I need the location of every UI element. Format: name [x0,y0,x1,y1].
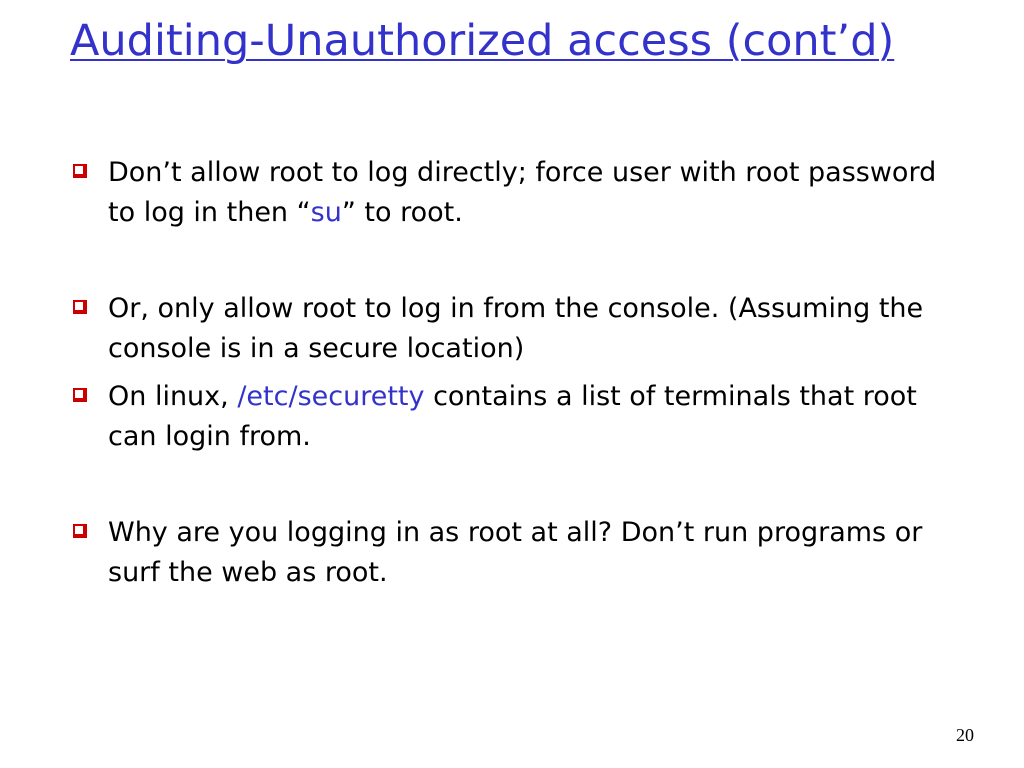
bullet-item [70,377,950,457]
red-box-bullet-icon [73,300,87,314]
slide-title: Auditing-Unauthorized access (cont’d) [70,16,895,66]
red-box-bullet-icon [73,164,87,178]
bullet-item [70,153,950,233]
bullet-text: Why are you logging in as root at all? Don’t run programs or surf the web as root. [108,517,923,588]
highlight-path: /etc/securetty [237,381,425,412]
bullet-list [70,153,950,593]
red-box-bullet-icon [73,524,87,538]
red-box-bullet-icon [73,388,87,402]
page-number: 20 [956,725,974,745]
bullet-text: Or, only allow root to log in from the console. (Assuming the console is in a secure location) [108,293,924,364]
bullet-text-part: On linux, [108,381,238,412]
bullet-item [70,289,950,369]
bullet-text-part: contains a list of terminals that root can login from. [108,381,917,452]
bullet-text-part: Don’t allow root to log directly; force user with root password to log in then “ [108,157,937,228]
bullet-item [70,513,950,593]
highlight-command: su [310,197,342,228]
bullet-text-part: ” to root. [341,197,463,228]
